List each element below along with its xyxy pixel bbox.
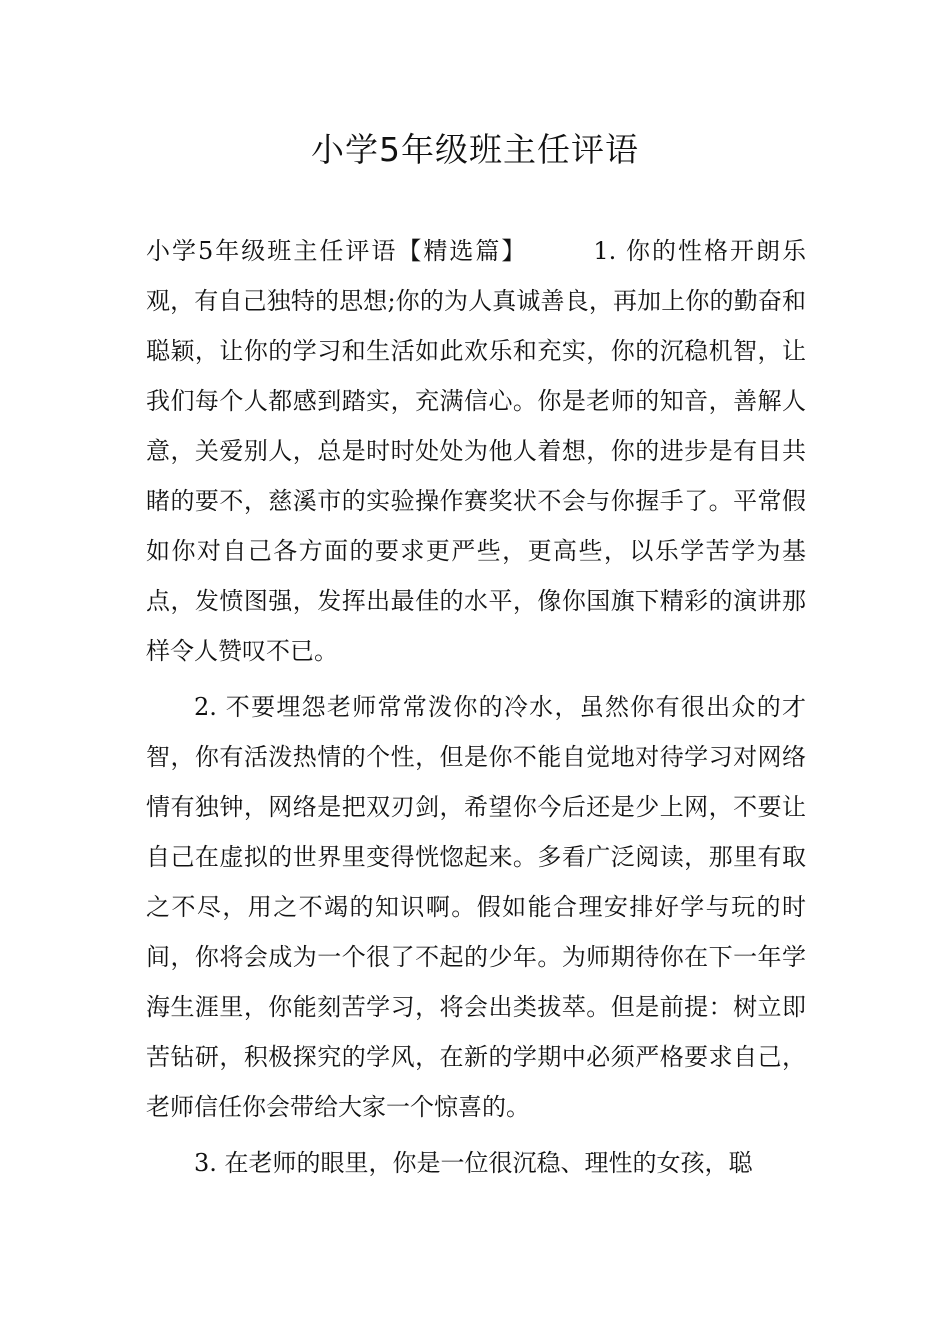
paragraph-3: 3. 在老师的眼里，你是一位很沉稳、理性的女孩，聪: [194, 1149, 753, 1177]
document-body: [146, 226, 806, 1188]
paragraph-1: [146, 226, 806, 676]
paragraph-2: 2. 不要埋怨老师常常泼你的冷水，虽然你有很出众的才智，你有活泼热情的个性，但是你不能自觉地对待学习对网络情有独钟，网络是把双刃剑，希望你今后还是少上网，不要让自己在虚拟的世界里变得恍惚起来。多看广泛阅读，那里有取之不尽，用之不竭的知识啊。假如能合理安排好学与玩的时间，你将会成为一个很了不起的少年。为师期待你在下一年学海生涯里，你能刻苦学习，将会出类拔萃。但是前提：树立即苦钻研，积极探究的学风，在新的学期中必须严格要求自己，老师信任你会带给大家一个惊喜的。: [146, 693, 806, 1121]
paragraph-1-text: 1. 你的性格开朗乐观，有自己独特的思想;你的为人真诚善良，再加上你的勤奋和聪颖，让你的学习和生活如此欢乐和充实，你的沉稳机智，让我们每个人都感到踏实，充满信心。你是老师的知音，善解人意，关爱别人，总是时时处处为他人着想，你的进步是有目共睹的要不，慈溪市的实验操作赛奖状不会与你握手了。平常假如你对自己各方面的要求更严些，更高些，以乐学苦学为基点，发愤图强，发挥出最佳的水平，像你国旗下精彩的演讲那样令人赞叹不已。: [146, 237, 806, 665]
section-heading: 小学5年级班主任评语【精选篇】: [146, 237, 528, 265]
document-title: 小学5年级班主任评语: [311, 130, 639, 169]
